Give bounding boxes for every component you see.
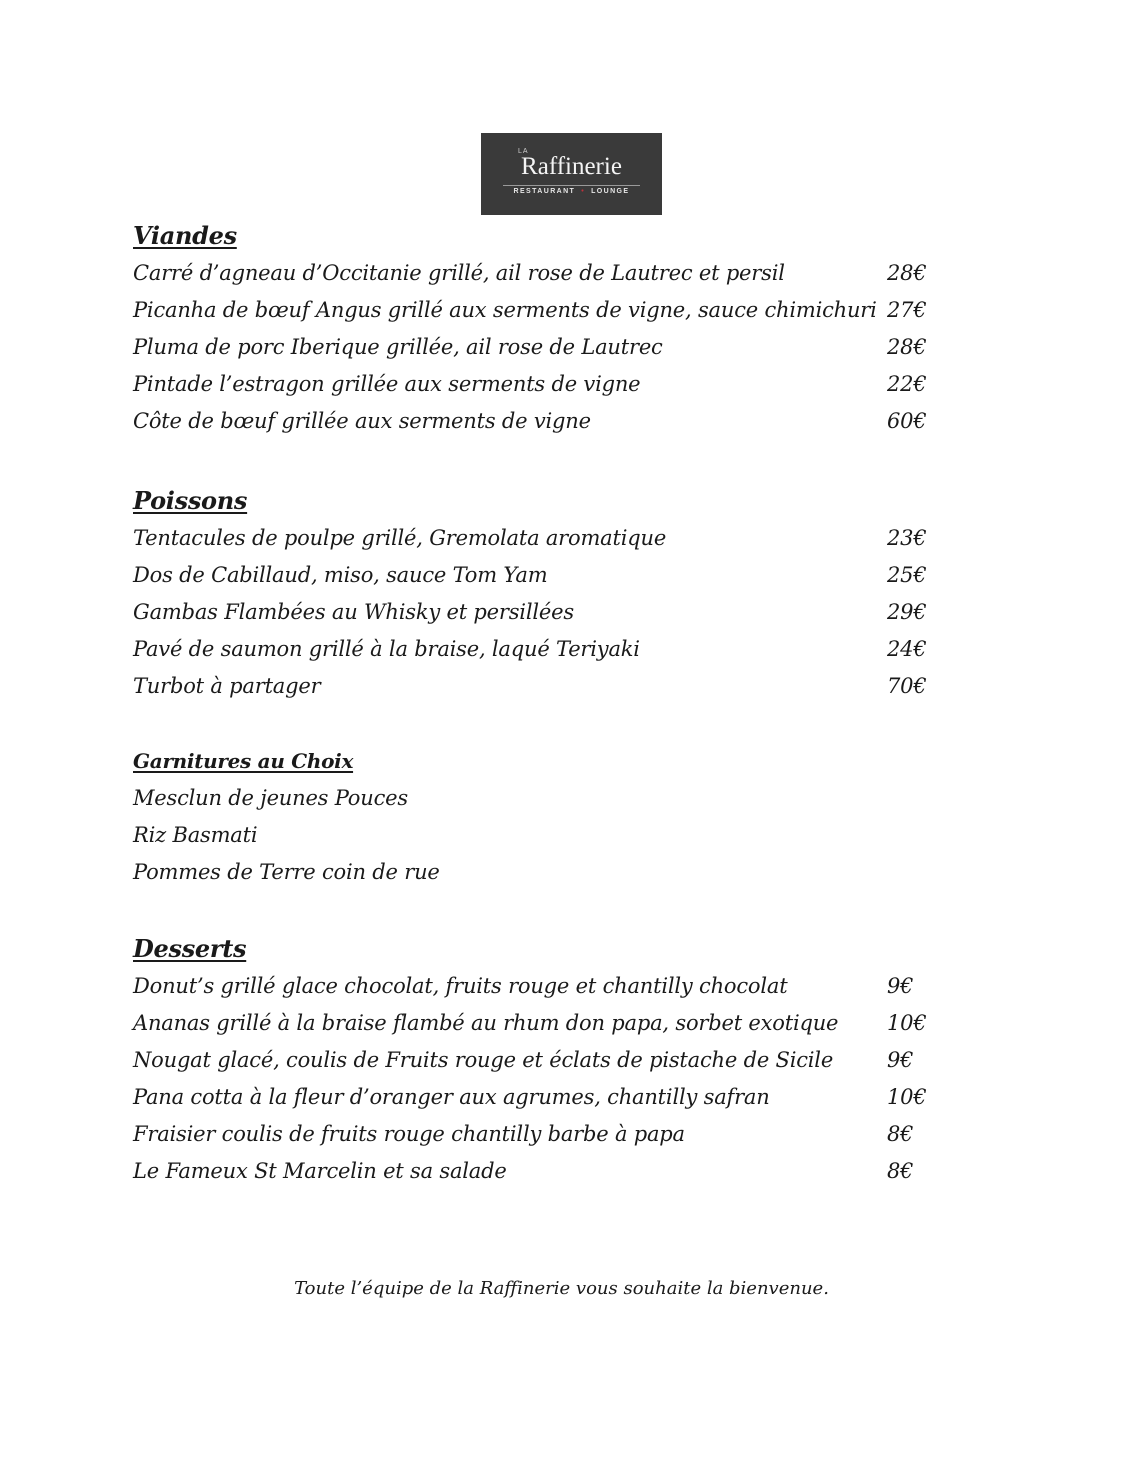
menu-item [133,520,953,557]
logo-right-word: LOUNGE [591,188,630,195]
logo-dot-icon: • [581,188,586,195]
item-name: Pavé de saumon grillé à la braise, laqué Teriyaki [133,637,640,661]
item-price: 60€ [887,409,927,433]
menu-item [133,1116,953,1153]
menu-item [133,366,953,403]
item-name: Mesclun de jeunes Pouces [133,786,408,810]
menu-item [133,968,953,1005]
restaurant-logo [481,133,662,215]
item-price: 22€ [887,372,927,396]
menu-item [133,1153,953,1190]
item-price: 10€ [887,1085,927,1109]
item-name: Pommes de Terre coin de rue [133,860,440,884]
item-name: Riz Basmati [133,823,258,847]
item-price: 8€ [887,1159,914,1183]
item-price: 24€ [887,637,927,661]
item-name: Côte de bœuf grillée aux serments de vigne [133,409,591,433]
item-name: Donut’s grillé glace chocolat, fruits rouge et chantilly chocolat [133,974,788,998]
item-name: Pluma de porc Iberique grillée, ail rose de Lautrec [133,335,663,359]
menu-item [133,594,953,631]
item-name: Dos de Cabillaud, miso, sauce Tom Yam [133,563,548,587]
menu-item [133,854,953,891]
item-price: 8€ [887,1122,914,1146]
section-garnitures [133,746,953,891]
section-title: Viandes [133,221,237,250]
item-price: 10€ [887,1011,927,1035]
logo-divider [503,185,640,186]
item-name: Ananas grillé à la braise flambé au rhum don papa, sorbet exotique [133,1011,839,1035]
menu-item [133,1005,953,1042]
item-name: Pintade l’estragon grillée aux serments de vigne [133,372,641,396]
item-price: 28€ [887,261,927,285]
section-desserts [133,934,953,1190]
item-price: 29€ [887,600,927,624]
item-name: Gambas Flambées au Whisky et persillées [133,600,574,624]
item-price: 70€ [887,674,927,698]
item-name: Carré d’agneau d’Occitanie grillé, ail rose de Lautrec et persil [133,261,785,285]
logo-prefix: LA [518,148,529,155]
item-name: Picanha de bœuf Angus grillé aux serments de vigne, sauce chimichuri [133,298,877,322]
section-title: Desserts [133,934,247,963]
item-name: Fraisier coulis de fruits rouge chantilly barbe à papa [133,1122,685,1146]
menu-item [133,557,953,594]
item-price: 27€ [887,298,927,322]
section-title: Garnitures au Choix [133,749,354,773]
section-title: Poissons [133,486,248,515]
menu-item [133,668,953,705]
menu-item [133,1042,953,1079]
item-name: Le Fameux St Marcelin et sa salade [133,1159,507,1183]
menu-item [133,780,953,817]
logo-name: Raffinerie [521,153,622,180]
menu-item [133,1079,953,1116]
item-price: 9€ [887,1048,914,1072]
menu-item [133,403,953,440]
menu-item [133,329,953,366]
item-name: Tentacules de poulpe grillé, Gremolata aromatique [133,526,667,550]
menu-item [133,292,953,329]
section-poissons [133,486,953,705]
section-viandes [133,221,953,440]
menu-item [133,631,953,668]
menu-item [133,255,953,292]
item-price: 9€ [887,974,914,998]
item-name: Nougat glacé, coulis de Fruits rouge et éclats de pistache de Sicile [133,1048,834,1072]
item-price: 25€ [887,563,927,587]
item-name: Pana cotta à la fleur d’oranger aux agrumes, chantilly safran [133,1085,770,1109]
logo-left-word: RESTAURANT [513,188,576,195]
item-price: 28€ [887,335,927,359]
menu-item [133,817,953,854]
logo-subtitle [481,188,662,195]
welcome-footer: Toute l’équipe de la Raffinerie vous souhaite la bienvenue. [294,1278,829,1299]
item-name: Turbot à partager [133,674,321,698]
item-price: 23€ [887,526,927,550]
